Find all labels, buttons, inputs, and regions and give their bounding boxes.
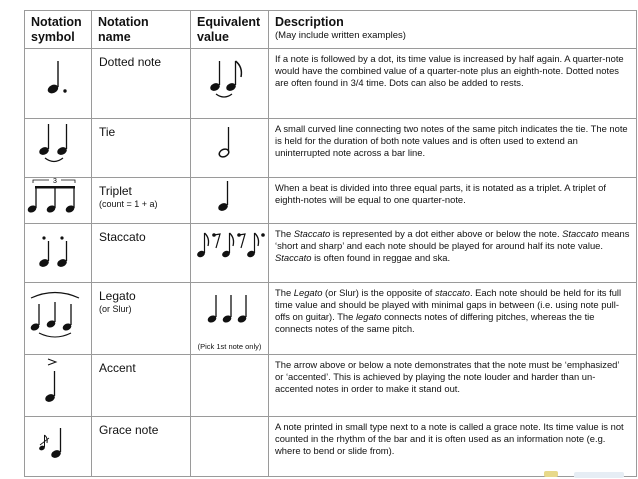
quarter-note-icon [191,178,268,216]
table-row [25,178,637,224]
notation-name: Accent [99,361,136,375]
notation-name: Staccato [99,230,146,244]
corner-decoration [544,471,558,477]
description-cell: The Staccato is represented by a dot either above or below the note. Staccato means ‘short and sharp’ and each note should be played for around half its note value. Staccato is often found in reggae and ska. [269,224,637,283]
equivalent-cell [191,119,269,178]
symbol-cell [25,417,92,477]
notation-name-cell [92,417,191,477]
quarter-plus-eighth-tied-icon [191,49,268,111]
header-notation-name: Notation name [92,11,191,49]
description-cell: A note printed in small type next to a note is called a grace note. Its time value is not counted in the rhythm of the bar and it is often used as an information note (e.g. where to bend or slide from). [269,417,637,477]
dotted-quarter-note-icon [25,49,91,111]
symbol-cell [25,178,92,224]
notation-name: Legato [99,289,136,303]
description-cell: A small curved line connecting two notes of the same pitch indicates the tie. The note is held for the duration of both note values and is often used to extend an uninterrupted note across a bar line. [269,119,637,178]
corner-decoration [574,472,624,478]
notation-name-note: (count = 1 + a) [99,199,158,209]
description-cell: The arrow above or below a note demonstrates that the note must be ‘emphasized’ or ‘accented’. This is achieved by playing the note louder and harder than un-accented notes in order to make it stand out. [269,355,637,417]
notation-name: Dotted note [99,55,162,69]
equivalent-cell [191,283,269,355]
accented-note-icon [25,355,91,409]
notation-name-cell [92,224,191,283]
header-description-subtitle: (May include written examples) [275,30,406,41]
equivalent-cell [191,224,269,283]
header-notation-symbol: Notation symbol [25,11,92,49]
half-note-icon [191,119,268,170]
notation-name-cell [92,119,191,178]
notation-name-cell [92,283,191,355]
notation-name-cell [92,178,191,224]
equivalent-cell [191,355,269,417]
tied-quarter-notes-icon [25,119,91,170]
header-equivalent-value: Equivalent value [191,11,269,49]
notation-name-note: (or Slur) [99,304,132,314]
table-row [25,417,637,477]
symbol-cell [25,224,92,283]
notation-table [24,10,637,477]
table-header-row [25,11,637,49]
table-row [25,49,637,119]
notation-name: Grace note [99,423,159,437]
notation-name-cell [92,355,191,417]
staccato-notes-icon [25,224,91,275]
eighth-notes-with-rests-icon [191,224,268,275]
table-row [25,119,637,178]
symbol-cell [25,355,92,417]
notation-name: Triplet [99,184,132,198]
description-cell: If a note is followed by a dot, its time value is increased by half again. A quarter-note would have the combined value of a quarter-note plus an eighth-note. Dotted notes are often found in 3/4 time. Dots can also be added to rests. [269,49,637,119]
symbol-cell [25,283,92,355]
notation-name: Tie [99,125,116,139]
equivalent-note: (Pick 1st note only) [197,342,262,351]
legato-notes-icon [25,283,91,347]
notation-table-page [24,10,636,457]
table-row [25,283,637,355]
symbol-cell [25,119,92,178]
eighth-note-triplet-icon [25,178,91,216]
description-cell: The Legato (or Slur) is the opposite of staccato. Each note should be held for its full time value and should be played with minimal gaps in between (i.e. using note pull-offs on guitar). The legato connects notes of differing pitches, whereas the tie connects notes of the same pitch. [269,283,637,355]
equivalent-cell [191,417,269,477]
table-row [25,355,637,417]
header-description [269,11,637,49]
grace-note-icon [25,417,91,469]
header-description-title: Description [275,15,344,29]
equivalent-cell [191,49,269,119]
three-quarter-notes-icon [191,283,268,333]
table-row [25,224,637,283]
equivalent-cell [191,178,269,224]
triplet-number: 3 [53,178,57,185]
description-cell: When a beat is divided into three equal parts, it is notated as a triplet. A triplet of eighth-notes will be equal to one quarter-note. [269,178,637,224]
symbol-cell [25,49,92,119]
notation-name-cell [92,49,191,119]
